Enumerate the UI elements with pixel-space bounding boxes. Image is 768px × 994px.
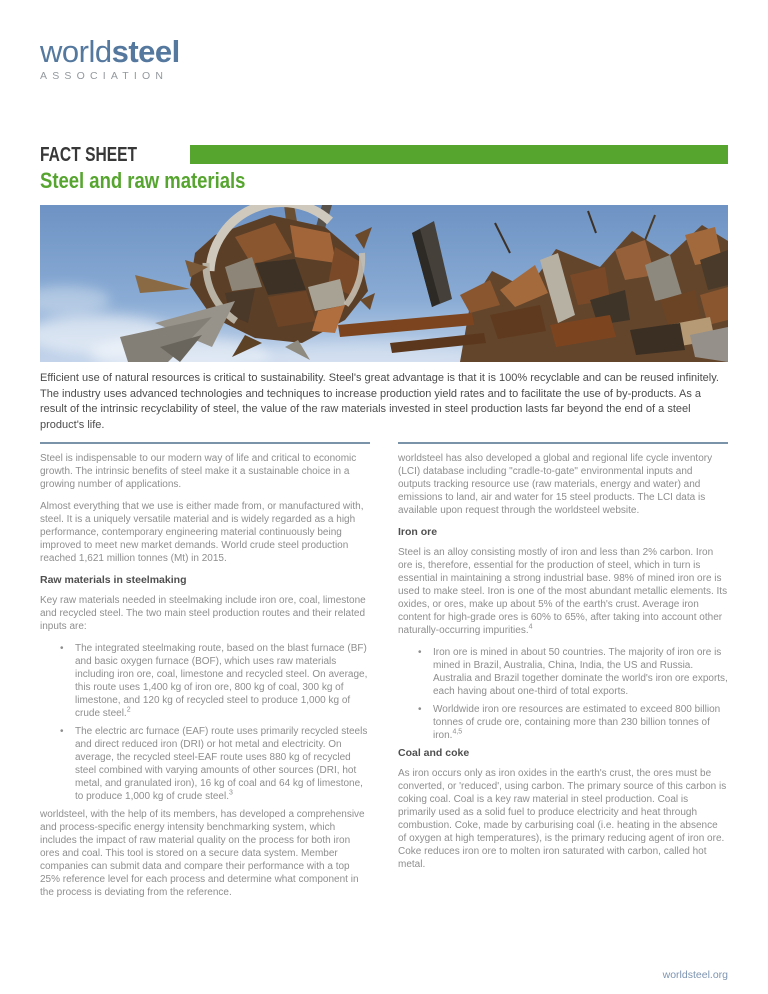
paragraph: worldsteel, with the help of its members, has developed a comprehensive and process-specific energy intensity benchmarking system, which includes the impact of raw material quality on the process for both iron ores and coal. This tool is stored on a secure data system. Member companies can submit data and compare their performance with a top 25% reference level for each process and determine what component in the process is deviating from the reference. [40,809,365,898]
bullet-item-integrated-route [40,642,370,720]
bullet-list [40,642,370,803]
fact-sheet-kicker: FACT SHEET [40,144,138,166]
paragraph-body: Steel is an alloy consisting mostly of iron and less than 2% carbon. Iron ore is, therefore, essential for the production of steel, which in turn is essential in maintaining a strong industrial base. 98% of mined iron ore is used to make steel. Iron is one of the most abundant metallic elements. Its oxides, or ores, make up about 5% of the earth's crust. Average iron content for high-grade ores is 60% to 65%, after taking into account other naturally-occurring impurities. [398,547,728,636]
right-column [398,442,728,908]
green-accent-bar [190,145,728,164]
logo-word-world: world [40,34,112,69]
website-link[interactable]: worldsteel.org [662,969,728,981]
bullet-text [75,725,370,803]
paragraph: Key raw materials needed in steelmaking include iron ore, coal, limestone and recycled steel. The two main steel production routes and their related inputs are: [40,595,366,632]
bullet-text [433,646,728,698]
footnote-marker: 3 [229,789,233,797]
bullet-item-iron-ore-resources [398,703,728,742]
bullet-marker [418,646,433,698]
bullet-marker [418,703,433,742]
bullet-marker [60,642,75,720]
worldsteel-logo [40,34,180,82]
scrap-metal-photo-art [40,205,728,362]
paragraph: Steel is indispensable to our modern way of life and critical to economic growth. The intrinsic benefits of steel make it a sustainable choice in a growing number of applications. [40,453,357,490]
bullet-item-eaf-route [40,725,370,803]
paragraph: As iron occurs only as iron oxides in the earth's crust, the ores must be converted, or 'reduced', using carbon. The primary source of this carbon is coking coal. Coal is a key raw material in steel production. Coal is primarily used as a solid fuel to produce electricity and heat through combustion. Coke, made by carburising coal (i.e. heating in the absence of oxygen at high temperatures), is the primary reducing agent of iron ore. Coke reduces iron ore to molten iron saturated with carbon, called hot metal. [398,768,727,870]
logo-wordmark [40,34,180,69]
bullet-body: The electric arc furnace (EAF) route uses primarily recycled steels and direct reduced iron (DRI) or hot metal and electricity. On average, the recycled steel-EAF route uses 880 kg of recycled steel combined with varying amounts of other sources (DRI, hot metal, and granulated iron), 16 kg of coal and 64 kg of limestone, to produce 1,000 kg of crude steel. [75,726,368,802]
bullet-body: The integrated steelmaking route, based on the blast furnace (BF) and basic oxygen furnace (BOF), which uses raw materials including iron ore, coal, limestone and recycled steel. On average, this route uses 1,400 kg of iron ore, 800 kg of coal, 300 kg of limestone, and 120 kg of recycled steel to produce 1,000 kg of crude steel. [75,643,368,719]
intro-paragraph: Efficient use of natural resources is critical to sustainability. Steel's great advantage is that it is 100% recyclable and can be reused infinitely. The industry uses advanced technologies and techniques to increase production yield rates and to facilitate the use of by-products. As a result of the intrinsic recyclability of steel, the value of the raw materials invested in steel production lasts far beyond the end of a steel product's life. [40,372,719,431]
scrap-metal-photo [40,205,728,362]
bullet-item-iron-ore-mining [398,646,728,698]
section-heading-raw-materials: Raw materials in steelmaking [40,574,187,586]
section-heading-coal-and-coke: Coal and coke [398,747,470,759]
body-columns [40,442,728,908]
bullet-body: Worldwide iron ore resources are estimated to exceed 800 billion tonnes of crude ore, containing more than 230 billion tonnes of iron. [433,704,721,741]
logo-word-steel: steel [111,34,180,69]
footnote-marker: 4,5 [452,728,463,736]
bullet-text [433,703,728,742]
bullet-list [398,646,728,742]
paragraph: Almost everything that we use is either made from, or manufactured with, steel. It is a uniquely versatile material and is widely regarded as a high performance, contemporary engineering material continuously being improved to meet new market demands. World crude steel production reached 1,621 million tonnes (Mt) in 2015. [40,501,364,564]
left-column [40,442,370,908]
paragraph [398,546,728,637]
bullet-text [75,642,370,720]
bullet-body: Iron ore is mined in about 50 countries. The majority of iron ore is mined in Brazil, Australia, China, India, the US and Russia. Australia and Brazil together dominate the world's iron ore exports, each having about one-third of total exports. [433,647,728,697]
footnote-marker: 4 [528,623,533,631]
footnote-marker: 2 [126,706,131,714]
logo-subtitle: ASSOCIATION [40,70,169,82]
kicker-row [40,145,728,165]
page-title: Steel and raw materials [40,168,246,193]
bullet-marker [60,725,75,803]
paragraph: worldsteel has also developed a global and regional life cycle inventory (LCI) database including "cradle-to-gate" environmental inputs and outputs tracking resource use (raw materials, energy and water) and emissions to land, air and water for 15 steel products. The LCI data is available upon request through the worldsteel website. [398,453,713,516]
section-heading-iron-ore: Iron ore [398,526,438,538]
footer [663,965,728,983]
